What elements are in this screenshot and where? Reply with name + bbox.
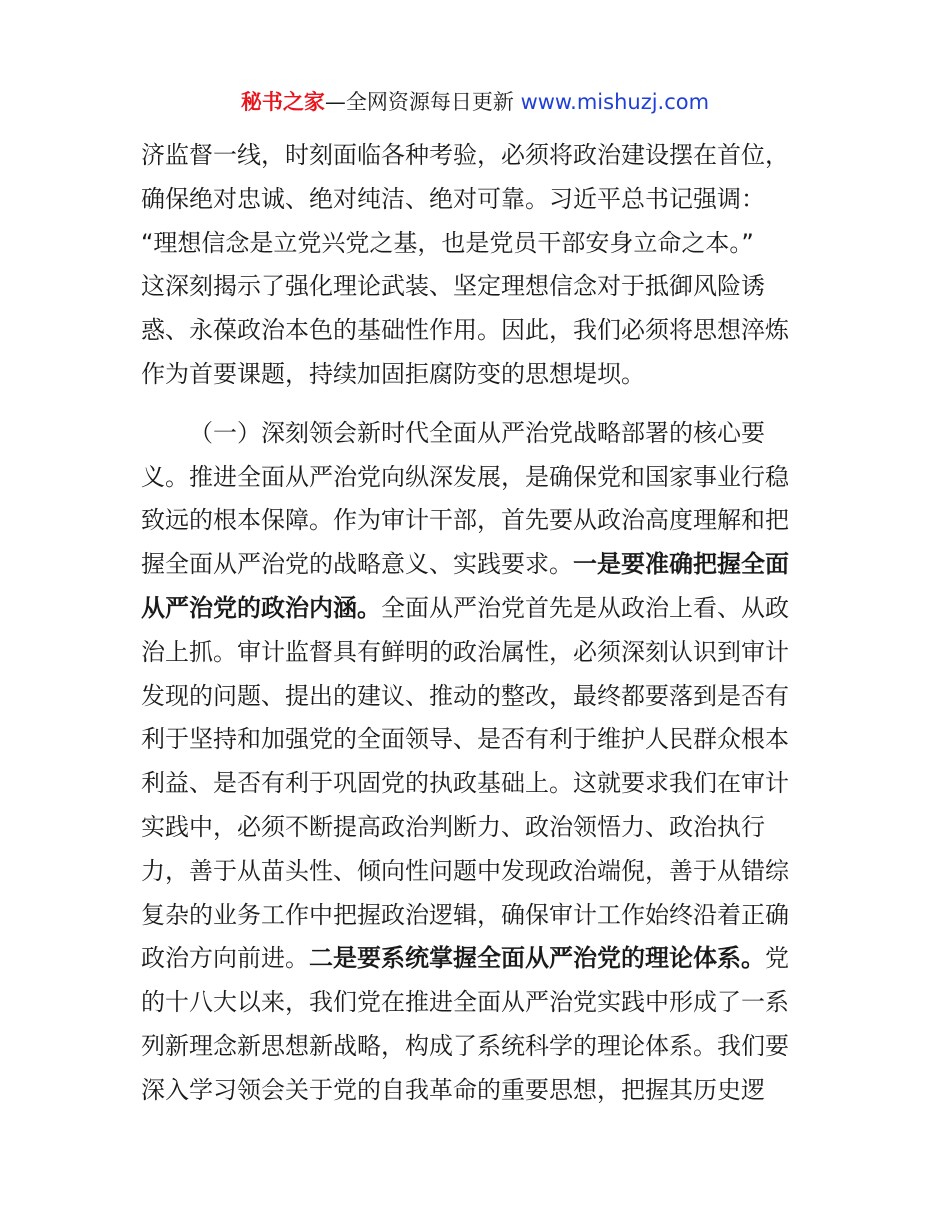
text-line: 致远的根本保障。作为审计干部，首先要从政治高度理解和把 (141, 506, 789, 535)
site-header (0, 87, 950, 117)
text-line: 利于坚持和加强党的全面领导、是否有利于维护人民群众根本 (141, 725, 789, 754)
text-line: 这深刻揭示了强化理论武装、坚定理想信念对于抵御风险诱 (141, 272, 765, 301)
text-line (141, 543, 813, 587)
text-segment: 政治方向前进。 (141, 944, 309, 973)
text-line: 深入学习领会关于党的自我革命的重要思想，把握其历史逻 (141, 1075, 765, 1104)
text-line: 义。推进全面从严治党向纵深发展，是确保党和国家事业行稳 (141, 462, 789, 491)
header-tagline: —全网资源每日更新 (324, 90, 514, 114)
text-line: 惑、永葆政治本色的基础性作用。因此，我们必须将思想淬炼 (141, 316, 789, 345)
text-line (141, 937, 813, 981)
section-heading-line (141, 412, 813, 456)
text-line: 发现的问题、提出的建议、推动的整改，最终都要落到是否有 (141, 681, 789, 710)
brand-name: 秘书之家 (240, 90, 325, 114)
text-line: 作为首要课题，持续加固拒腐防变的思想堤坝。 (141, 359, 645, 388)
text-line: 列新理念新思想新战略，构成了系统科学的理论体系。我们要 (141, 1031, 789, 1060)
heading-text: （一）深刻领会新时代全面从严治党战略部署的核心要 (189, 418, 765, 447)
text-line: 济监督一线，时刻面临各种考验，必须将政治建设摆在首位， (141, 141, 789, 169)
text-line: 利益、是否有利于巩固党的执政基础上。这就要求我们在审计 (141, 769, 789, 798)
text-segment: 握全面从严治党的战略意义、实践要求。 (141, 550, 573, 579)
text-segment: 党 (765, 944, 789, 973)
text-line: “理想信念是立党兴党之基，也是党员干部安身立命之本。” (141, 228, 754, 257)
bold-point-1: 一是要准确把握全面 (573, 550, 789, 579)
document-body (141, 134, 813, 1113)
bold-point-1-cont: 从严治党的政治内涵。 (141, 593, 381, 622)
text-line (141, 587, 813, 631)
text-line: 确保绝对忠诚、绝对纯洁、绝对可靠。习近平总书记强调： (141, 184, 765, 213)
text-line: 的十八大以来，我们党在推进全面从严治党实践中形成了一系 (141, 988, 789, 1017)
site-url-link[interactable]: www.mishuzj.com (520, 90, 710, 114)
text-line: 治上抓。审计监督具有鲜明的政治属性，必须深刻认识到审计 (141, 637, 789, 666)
text-line: 实践中，必须不断提高政治判断力、政治领悟力、政治执行 (141, 812, 765, 841)
text-line: 复杂的业务工作中把握政治逻辑，确保审计工作始终沿着正确 (141, 900, 789, 929)
paragraph-2 (141, 412, 813, 1113)
paragraph-1 (141, 134, 813, 397)
bold-point-2: 二是要系统掌握全面从严治党的理论体系。 (309, 944, 765, 973)
text-segment: 全面从严治党首先是从政治上看、从政 (381, 593, 789, 622)
text-line: 力，善于从苗头性、倾向性问题中发现政治端倪，善于从错综 (141, 856, 789, 885)
